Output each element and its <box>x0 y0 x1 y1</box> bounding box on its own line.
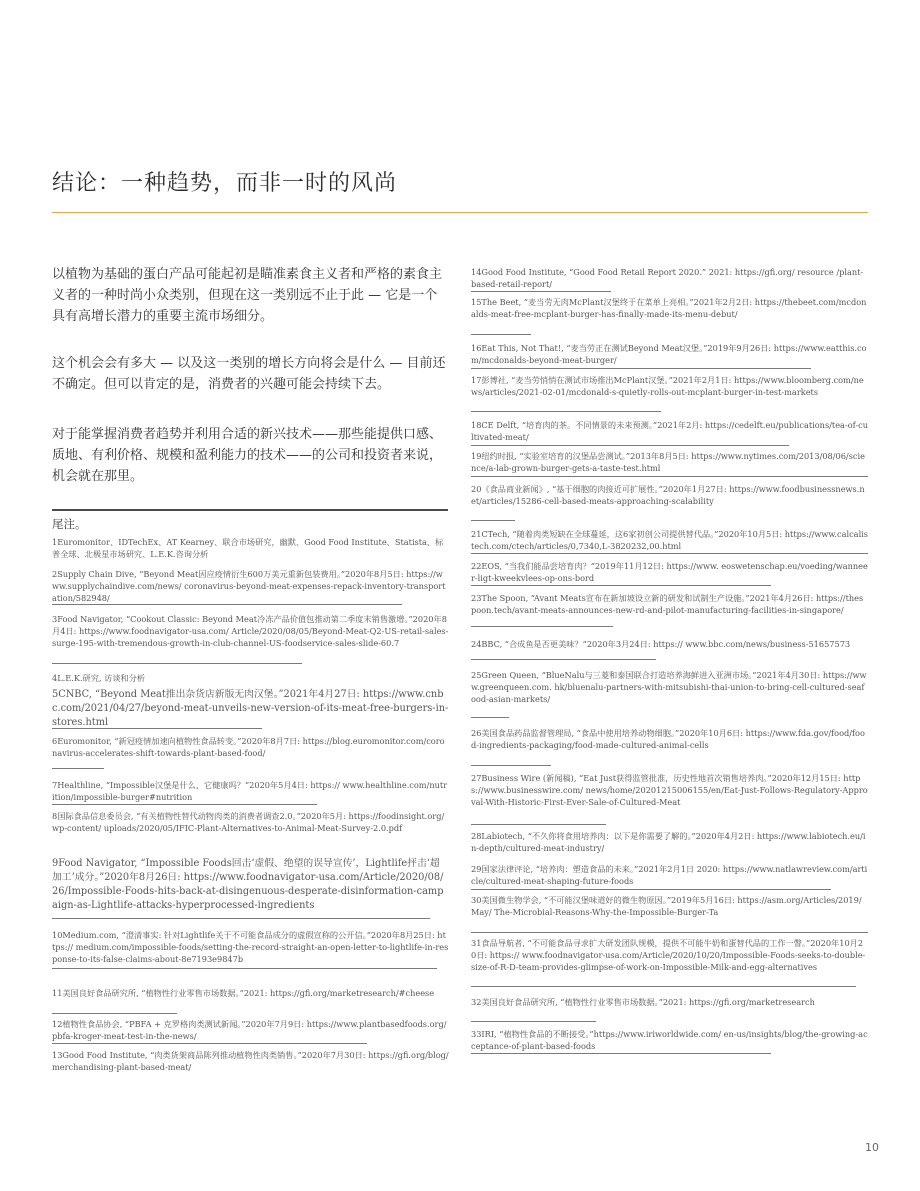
endnote-link-underline <box>471 765 551 766</box>
endnote: 18CE Delft, “培育肉的茶。不同情景的未来预测。”2021年2月: https://cedelft.eu/publications/tea-of-cultivated-meat/ <box>471 420 868 442</box>
endnote-link-underline <box>471 1053 771 1054</box>
endnote-link-underline <box>52 604 402 605</box>
endnote: 12植物性食品协会, “PBFA + 克罗格肉类测试新闻。”2020年7月9日: https://www.plantbasedfoods.org/pbfa-kroger-meat-test-in-the-news/ <box>52 1019 447 1041</box>
page-number: 10 <box>865 1141 879 1154</box>
endnotes-divider <box>52 509 448 511</box>
endnote-link-underline <box>471 368 811 369</box>
endnote: 20《食品商业新闻》, “基于细胞的肉接近可扩展性。”2020年1月27日: https://www.foodbusinessnews.net/articles/15286-cell-based-meats-approaching-scalability <box>471 484 865 506</box>
endnote-link-underline <box>471 889 831 890</box>
endnote: 10Medium.com, “澄清事实: 针对Lightlife关于不可能食品成分的虚假宣称的公开信。”2020年8月25日: https:// medium.com/impossible-foods/setting-the-record-straight-an-open-letter-to-lightlife-in-response-to-its-false-claims-about-8e7193e9847b <box>52 930 449 964</box>
endnote-link-underline <box>471 334 531 335</box>
endnote: 25Green Queen, “BlueNalu与三菱和泰国联合打造培养海鲜进入亚洲市场。”2021年4月30日: https://www.greenqueen.com. hk/bluenalu-partners-with-mitsubishi-thai-union-to-bring-cell-cultured-seafood-asian-markets/ <box>471 670 867 704</box>
endnotes-title: 尾注。 <box>52 517 87 531</box>
endnote: 21CTech, “随着肉类短缺在全球蔓延，这6家初创公司提供替代品。”2020年10月5日: https://www.calcalistech.com/ctech/articles/0,7340,L-3820232,00.html <box>471 529 869 551</box>
endnote-link-underline <box>52 768 104 769</box>
endnote-link-underline <box>471 476 868 477</box>
endnote: 15The Beet, “麦当劳无肉McPlant汉堡终于在菜单上亮相。”2021年2月2日: https://thebeet.com/mcdonalds-meat-free-mcplant-burger-has-finally-made-its-menu-debut/ <box>471 297 867 319</box>
endnote: 24BBC, “合成鱼是否更美味？”2020年3月24日: https:// www.bbc.com/news/business-51657573 <box>471 639 851 649</box>
endnote-link-underline <box>52 968 437 969</box>
endnote: 14Good Food Institute, “Good Food Retail Report 2020.” 2021: https://gfi.org/ resource /plant-based-retail-report/ <box>471 267 864 289</box>
endnote-link-underline <box>471 626 613 627</box>
endnote: 32美国良好食品研究所, “植物性行业零售市场数据。”2021: https://gfi.org/marketresearch <box>471 997 815 1007</box>
endnote: 13Good Food Institute, “肉类货架商品陈列推动植物性肉类销售。”2020年7月30日: https://gfi.org/blog/merchandising-plant-based-meat/ <box>52 1050 449 1072</box>
endnote-link-underline <box>52 1013 177 1014</box>
body-paragraph-2: 这个机会会有多大 — 以及这一类别的增长方向将会是什么 — 目前还不确定。但可以肯定的是，消费者的兴趣可能会持续下去。 <box>52 356 446 392</box>
endnote-link-underline <box>52 728 262 729</box>
endnote-link-underline <box>471 445 789 446</box>
endnote: 22EOS, “当我们能品尝培育肉？”2019年11月12日: https://www. eoswetenschap.eu/voeding/wanneer-ligt-kweekvlees-op-ons-bord <box>471 561 868 583</box>
endnote: 5CNBC, “Beyond Meat推出杂货店新版无肉汉堡。”2021年4月27日: https://www.cnbc.com/2021/04/27/beyond-meat-unveils-new-version-of-its-meat-free-burgers-in-stores.html <box>52 689 449 728</box>
endnote: 11美国良好食品研究所, “植物性行业零售市场数据。”2021: https://gfi.org/marketresearch/#cheese <box>52 988 435 998</box>
endnote-link-underline <box>471 717 509 718</box>
endnote: 6Euromonitor, “新冠疫情加速向植物性食品转变。”2020年8月7日: https://blog.euromonitor.com/coronavirus-accelerates-shift-towards-plant-based-food/ <box>52 736 445 758</box>
endnote-link-underline <box>471 553 868 554</box>
body-paragraph-3: 对于能掌握消费者趋势并利用合适的新兴技术——那些能提供口感、质地、有利价格、规模和盈利能力的技术——的公司和投资者来说，机会就在那里。 <box>52 427 443 484</box>
endnote: 27Business Wire (新闻稿), “Eat Just获得监管批准，历史性地首次销售培养肉。”2020年12月15日: https://www.businesswire.com/ news/home/20201215006155/en/Eat-Just-Follows-Regulatory-Approval-With-Historic-First-Ever-Sale-of-Cultured-Meat <box>471 773 868 807</box>
endnote: 7Healthline, “Impossible汉堡是什么，它健康吗？”2020年5月4日: https:// www.healthline.com/nutrition/impossible-burger#nutrition <box>52 780 448 802</box>
endnote: 8国际食品信息委员会, “有关植物性替代动物肉类的消费者调查2.0。”2020年5月: https://foodinsight.org/wp-content/ uploads/2020/05/IFIC-Plant-Alternatives-to-Animal-Meat-Survey-2.0.pdf <box>52 811 445 833</box>
endnote: 31食品导航者, “不可能食品寻求扩大研发团队规模，提供不可能牛奶和蛋替代品的工作一瞥。”2020年10月20日: https:// www.foodnavigator-usa.com/Article/2020/10/20/Impossible-Foods-seeks-to-double-size-of-R-D-team-provides-glimpse-of-work-on-Impossible-Milk-and-egg-alternatives <box>471 938 866 972</box>
body-paragraph-1: 以植物为基础的蛋白产品可能起初是瞄准素食主义者和严格的素食主义者的一种时尚小众类别，但现在这一类别远不止于此 — 它是一个具有高增长潜力的重要主流市场细分。 <box>52 267 443 324</box>
endnote-link-underline <box>471 585 771 586</box>
section-heading: 结论：一种趋势，而非一时的风尚 <box>52 171 398 196</box>
endnote: 30美国微生物学会, “不可能汉堡味道好的微生物原因。”2019年5月16日: https://asm.org/Articles/2019/May/ The-Microbial-Reasons-Why-the-Impossible-Burger-Ta <box>471 895 862 917</box>
endnote: 19纽约时报, “实验室培育的汉堡品尝测试。”2013年8月5日: https://www.nytimes.com/2013/08/06/science/a-lab-grown-burger-gets-a-taste-test.html <box>471 451 865 473</box>
endnote-link-underline <box>471 291 611 292</box>
endnote: 26美国食品药品监督管理局, “食品中使用培养动物细胞。”2020年10月6日: https://www.fda.gov/food/food-ingredients-packaging/food-made-cultured-animal-cells <box>471 728 865 750</box>
endnote-link-underline <box>52 804 317 805</box>
endnote-link-underline <box>471 411 661 412</box>
endnote: 23The Spoon, “Avant Meats宣布在新加坡设立新的研发和试制生产设施。”2021年4月26日: https://thespoon.tech/avant-meats-announces-new-rd-and-pilot-manufacturing-facilities-in-singapore/ <box>471 593 864 615</box>
endnote-link-underline <box>471 824 606 825</box>
endnote-link-underline <box>471 659 656 660</box>
endnote: 28Labiotech, “不久你将食用培养肉：以下是你需要了解的。”2020年4月2日: https://www.labiotech.eu/in-depth/cultured-meat-industry/ <box>471 831 866 853</box>
endnote-link-underline <box>52 663 302 664</box>
endnote-link-underline <box>471 932 868 933</box>
endnote-link-underline <box>471 986 856 987</box>
endnote: 29国家法律评论, “培养肉：塑造食品的未来。”2021年2月1日 2020: https://www.natlawreview.com/article/cultured-meat-shaping-future-foods <box>471 864 868 886</box>
endnote-link-underline <box>52 1043 367 1044</box>
endnote: 9Food Navigator, “Impossible Foods回击‘虚假、绝望的误导宣传’，Lightlife抨击‘超加工’成分。”2020年8月26日: https://www.foodnavigator-usa.com/Article/2020/08/26/Impossible-Foods-hits-back-at-disingenuous-desperate-disinformation-campaign-as-Lightlife-attacks-hyperprocessed-ingredients <box>52 858 444 911</box>
endnote-link-underline <box>52 918 430 919</box>
endnote-link-underline <box>471 1021 596 1022</box>
endnote: 4L.E.K.研究, 访谈和分析 <box>52 673 146 683</box>
endnote: 1Euromonitor、IDTechEx、AT Kearney、联合市场研究，幽默、Good Food Institute、Statista、标普全球、北极星市场研究、L.E.K.咨询分析 <box>52 537 444 559</box>
endnote: 17彭博社, “麦当劳悄悄在测试市场推出McPlant汉堡。”2021年2月1日: https://www.bloomberg.com/news/articles/2021-02-01/mcdonald-s-quietly-rolls-out-mcplant-burger-in-test-markets <box>471 375 864 397</box>
endnote: 2Supply Chain Dive, “Beyond Meat因应疫情衍生600万美元重新包装费用。”2020年8月5日: https://www.supplychaindive.com/news/ coronavirus-beyond-meat-expenses-repack-inventory-transportation/582948/ <box>52 569 446 603</box>
heading-divider <box>52 212 868 213</box>
endnote: 33IRI, “植物性食品的不断接受。”https://www.iriworldwide.com/ en-us/insights/blog/the-growing-acceptance-of-plant-based-foods <box>471 1029 868 1051</box>
endnote-link-underline <box>471 520 515 521</box>
endnote: 16Eat This, Not That!, “麦当劳正在测试Beyond Meat汉堡。”2019年9月26日: https://www.eatthis.com/mcdonalds-beyond-meat-burger/ <box>471 343 867 365</box>
endnote: 3Food Navigator, “Cookout Classic: Beyond Meat冷冻产品价值包推动第二季度末销售激增。”2020年8月4日: https://www.foodnavigator-usa.com/ Article/2020/08/05/Beyond-Meat-Q2-US-retail-sales-surge-195-with-tremendous-growth-in-club-channel-US-foodservice-sales-slide-60.7 <box>52 614 449 648</box>
